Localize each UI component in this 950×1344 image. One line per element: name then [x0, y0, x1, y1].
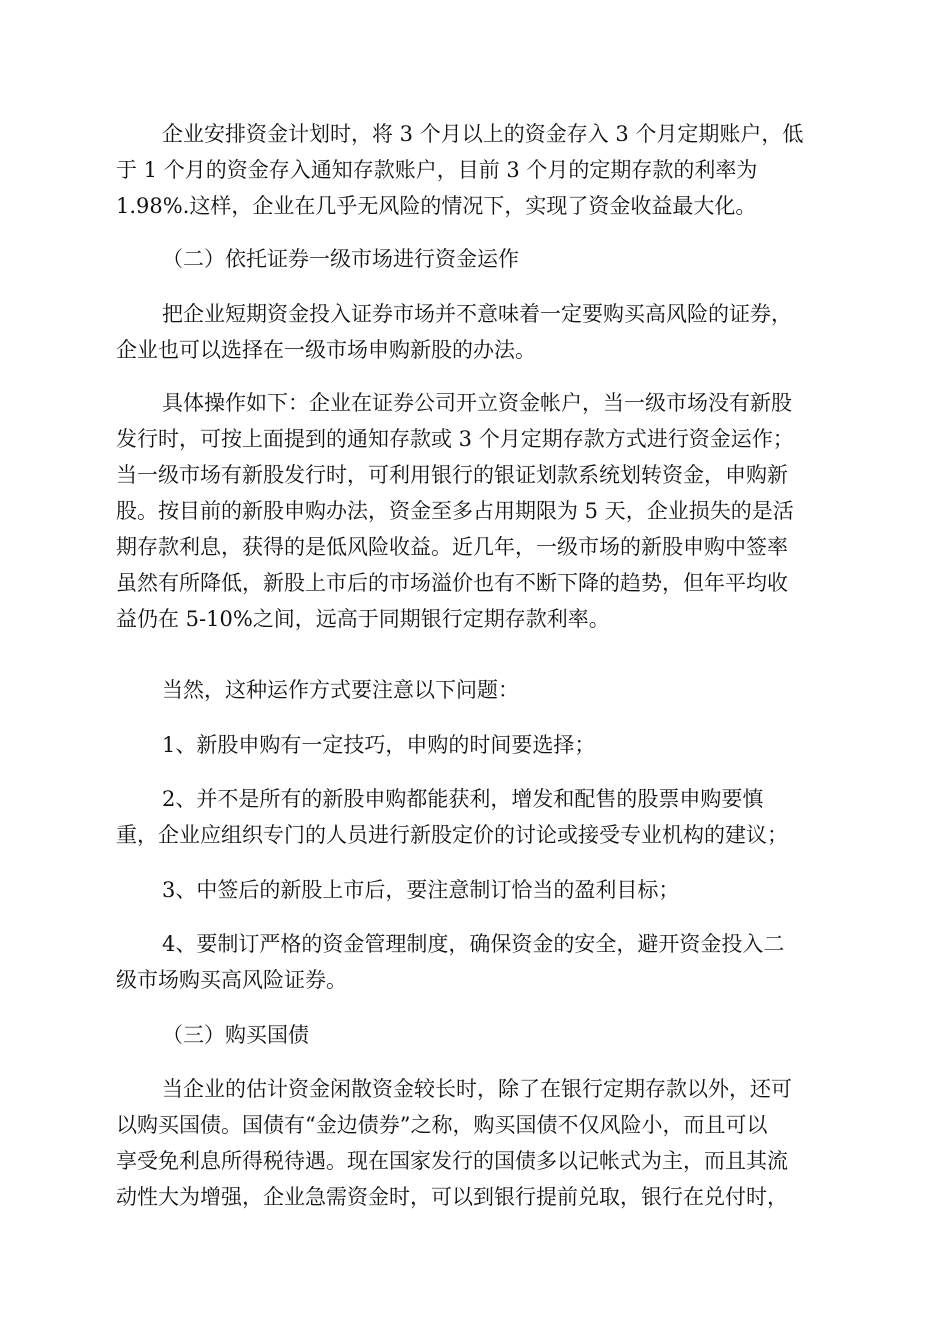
paragraph [116, 672, 836, 708]
text-line: 期存款利息，获得的是低风险收益。近几年，一级市场的新股申购中签率 [116, 535, 788, 559]
section-heading [116, 1017, 836, 1053]
list-item [116, 926, 836, 998]
text-line: 1.98%.这样，企业在几乎无风险的情况下，实现了资金收益最大化。 [116, 194, 757, 218]
list-item [116, 781, 836, 853]
text-line: 重，企业应组织专门的人员进行新股定价的讨论或接受专业机构的建议； [116, 823, 788, 847]
paragraph [116, 116, 836, 224]
text-line: （三）购买国债 [162, 1023, 309, 1047]
text-line: 于 1 个月的资金存入通知存款账户，目前 3 个月的定期存款的利率为 [116, 158, 758, 182]
text-line: 虽然有所降低，新股上市后的市场溢价也有不断下降的趋势，但年平均收 [116, 571, 788, 595]
text-line: 发行时，可按上面提到的通知存款或 3 个月定期存款方式进行资金运作； [116, 427, 794, 451]
text-line: 当一级市场有新股发行时，可利用银行的银证划款系统划转资金，申购新 [116, 463, 788, 487]
text-line: 当然，这种运作方式要注意以下问题： [162, 678, 519, 702]
paragraph [116, 1071, 836, 1215]
text-line: 级市场购买高风险证券。 [116, 968, 347, 992]
text-line: 4、要制订严格的资金管理制度，确保资金的安全，避开资金投入二 [162, 932, 785, 956]
paragraph [116, 385, 836, 637]
paragraph [116, 296, 836, 368]
text-line: 企业也可以选择在一级市场申购新股的办法。 [116, 338, 536, 362]
text-line: 把企业短期资金投入证券市场并不意味着一定要购买高风险的证券， [162, 302, 792, 326]
text-line: 当企业的估计资金闲散资金较长时，除了在银行定期存款以外，还可 [162, 1077, 792, 1101]
text-line: 3、中签后的新股上市后，要注意制订恰当的盈利目标； [162, 878, 680, 902]
text-line: 动性大为增强，企业急需资金时，可以到银行提前兑取，银行在兑付时， [116, 1185, 788, 1209]
text-line: 1、新股申购有一定技巧，申购的时间要选择； [162, 733, 596, 757]
text-line: 益仍在 5-10%之间，远高于同期银行定期存款利率。 [116, 607, 610, 631]
text-line: 以购买国债。国债有“金边债券”之称，购买国债不仅风险小，而且可以 [116, 1113, 768, 1137]
text-line: （二）依托证券一级市场进行资金运作 [162, 247, 519, 271]
text-line: 2、并不是所有的新股申购都能获利，增发和配售的股票申购要慎 [162, 787, 764, 811]
text-line: 股。按目前的新股申购办法，资金至多占用期限为 5 天，企业损失的是活 [116, 499, 794, 523]
text-line: 企业安排资金计划时，将 3 个月以上的资金存入 3 个月定期账户，低 [162, 122, 804, 146]
list-item [116, 872, 836, 908]
text-line: 具体操作如下：企业在证券公司开立资金帐户，当一级市场没有新股 [162, 391, 792, 415]
list-item [116, 727, 836, 763]
section-heading [116, 241, 836, 277]
text-line: 享受免利息所得税待遇。现在国家发行的国债多以记帐式为主，而且其流 [116, 1149, 788, 1173]
